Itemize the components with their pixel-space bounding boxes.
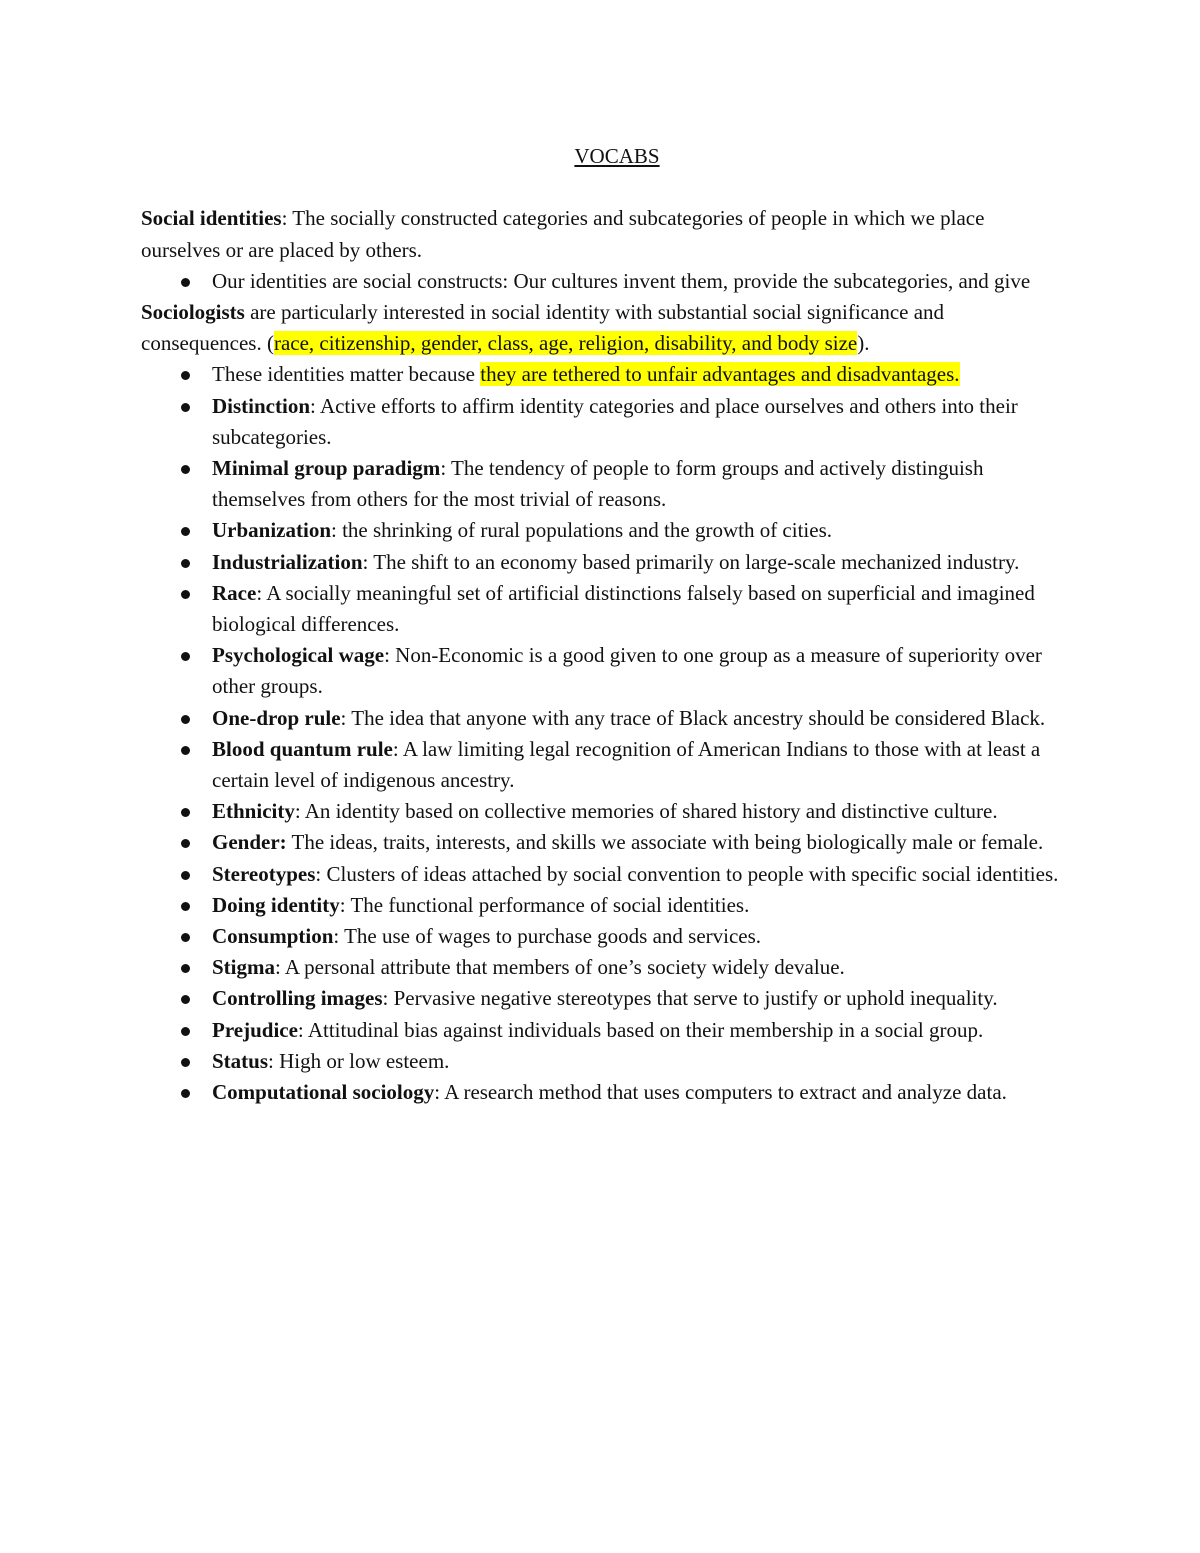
vocab-term: Industrialization — [212, 549, 363, 574]
vocab-definition: : Attitudinal bias against individuals based on their membership in a social group. — [297, 1017, 984, 1042]
vocab-item — [141, 1046, 1061, 1077]
vocab-item — [141, 515, 1061, 546]
highlighted-identity-list: race, citizenship, gender, class, age, religion, disability, and body size — [273, 331, 858, 356]
bullet-icon — [181, 1027, 190, 1036]
vocab-item — [141, 859, 1061, 890]
vocab-item — [141, 921, 1061, 952]
vocab-list — [141, 359, 1061, 1108]
bullet-icon — [181, 590, 190, 599]
vocab-item — [141, 359, 1061, 390]
vocab-definition: These identities matter because — [212, 362, 481, 387]
term-sociologists: Sociologists — [141, 299, 245, 324]
vocab-term: Race — [212, 580, 257, 605]
vocab-definition: : The tendency of people to form groups and actively distinguish themselves from others for the most trivial of reasons. — [212, 456, 984, 512]
vocab-item — [141, 1077, 1061, 1108]
vocab-definition: : Clusters of ideas attached by social convention to people with specific social identities. — [315, 861, 1059, 886]
vocab-definition: : The functional performance of social identities. — [339, 892, 750, 917]
vocab-term: Ethnicity — [212, 799, 295, 824]
vocab-term: Doing identity — [212, 892, 340, 917]
vocab-term: Computational sociology — [212, 1080, 435, 1105]
vocab-item — [141, 453, 1061, 515]
bullet-icon — [181, 1058, 190, 1067]
sociologists-paragraph — [141, 297, 1061, 359]
bullet-icon — [181, 933, 190, 942]
vocab-term: Prejudice — [212, 1017, 298, 1042]
vocab-definition: : A socially meaningful set of artificial distinctions falsely based on superficial and imagined biological differences. — [212, 580, 1035, 637]
vocab-item — [141, 391, 1061, 453]
bullet-icon — [181, 652, 190, 661]
bullet-icon — [181, 746, 190, 755]
vocab-term: Stigma — [212, 955, 275, 980]
vocab-term: Minimal group paradigm — [212, 456, 441, 480]
page-title: VOCABS — [574, 144, 660, 168]
vocab-term: Status — [212, 1048, 269, 1073]
document-body — [141, 141, 1061, 1108]
term-social-identities: Social identities — [141, 206, 282, 231]
vocab-definition: : A research method that uses computers to extract and analyze data. — [434, 1080, 1007, 1105]
bullet-icon — [181, 403, 190, 412]
bullet-icon — [181, 902, 190, 911]
vocab-definition: : Non-Economic is a good given to one group as a measure of superiority over other groups. — [212, 643, 1042, 699]
vocab-definition: : Active efforts to affirm identity categories and place ourselves and others into their subcategories. — [212, 393, 1018, 449]
vocab-definition: : A law limiting legal recognition of American Indians to those with at least a certain level of indigenous ancestry. — [212, 736, 1041, 793]
vocab-definition: : The shift to an economy based primarily on large-scale mechanized industry. — [362, 549, 1020, 574]
vocab-definition: : The use of wages to purchase goods and services. — [333, 924, 762, 949]
vocab-item — [141, 796, 1061, 827]
vocab-definition: : A personal attribute that members of one’s society widely devalue. — [275, 955, 845, 980]
bullet-icon — [181, 995, 190, 1004]
vocab-item — [141, 983, 1061, 1014]
vocab-item — [141, 890, 1061, 921]
vocab-term: Urbanization — [212, 518, 332, 543]
vocab-term: One-drop rule — [212, 705, 341, 730]
bullet-icon — [181, 871, 190, 880]
vocab-definition: : the shrinking of rural populations and the growth of cities. — [331, 518, 833, 543]
bullet-icon — [181, 278, 190, 287]
sociologists-text: are particularly interested in social identity with substantial social significance and consequences. ( — [141, 299, 945, 356]
vocab-definition: The ideas, traits, interests, and skills we associate with being biologically male or female. — [286, 830, 1044, 855]
vocab-item — [141, 640, 1061, 702]
vocab-term: Consumption — [212, 924, 334, 949]
bullet-icon — [181, 527, 190, 536]
intro-bullet-list — [141, 266, 1061, 297]
vocab-term: Blood quantum rule — [212, 736, 393, 761]
vocab-term: Psychological wage — [212, 643, 385, 668]
bullet-icon — [181, 808, 190, 817]
intro-paragraph — [141, 203, 1061, 265]
bullet-icon — [181, 559, 190, 568]
vocab-item — [141, 703, 1061, 734]
vocab-term: Controlling images — [212, 986, 383, 1011]
vocab-term: Gender: — [212, 830, 287, 855]
vocab-definition: : An identity based on collective memories of shared history and distinctive culture. — [294, 799, 998, 824]
bullet-text: Our identities are social constructs: Our cultures invent them, provide the subcategories, and give — [212, 268, 1031, 293]
vocab-item — [141, 1015, 1061, 1046]
vocab-item — [141, 734, 1061, 796]
highlighted-text: they are tethered to unfair advantages and disadvantages. — [480, 362, 960, 387]
sociologists-end: ). — [857, 331, 870, 356]
bullet-icon — [181, 465, 190, 474]
vocab-definition: : Pervasive negative stereotypes that serve to justify or uphold inequality. — [382, 986, 998, 1011]
definition-social-identities: : The socially constructed categories and subcategories of people in which we place ourselves or are placed by others. — [141, 206, 985, 262]
vocab-item — [141, 827, 1061, 858]
vocab-term: Stereotypes — [212, 861, 316, 886]
bullet-icon — [181, 715, 190, 724]
vocab-item — [141, 952, 1061, 983]
bullet-icon — [181, 839, 190, 848]
bullet-icon — [181, 371, 190, 380]
bullet-icon — [181, 1089, 190, 1098]
vocab-definition: : High or low esteem. — [268, 1048, 450, 1073]
vocab-term: Distinction — [212, 393, 311, 418]
vocab-definition: : The idea that anyone with any trace of Black ancestry should be considered Black. — [340, 705, 1046, 730]
bullet-icon — [181, 964, 190, 973]
vocab-item — [141, 578, 1061, 640]
vocab-item — [141, 547, 1061, 578]
list-item — [141, 266, 1061, 297]
